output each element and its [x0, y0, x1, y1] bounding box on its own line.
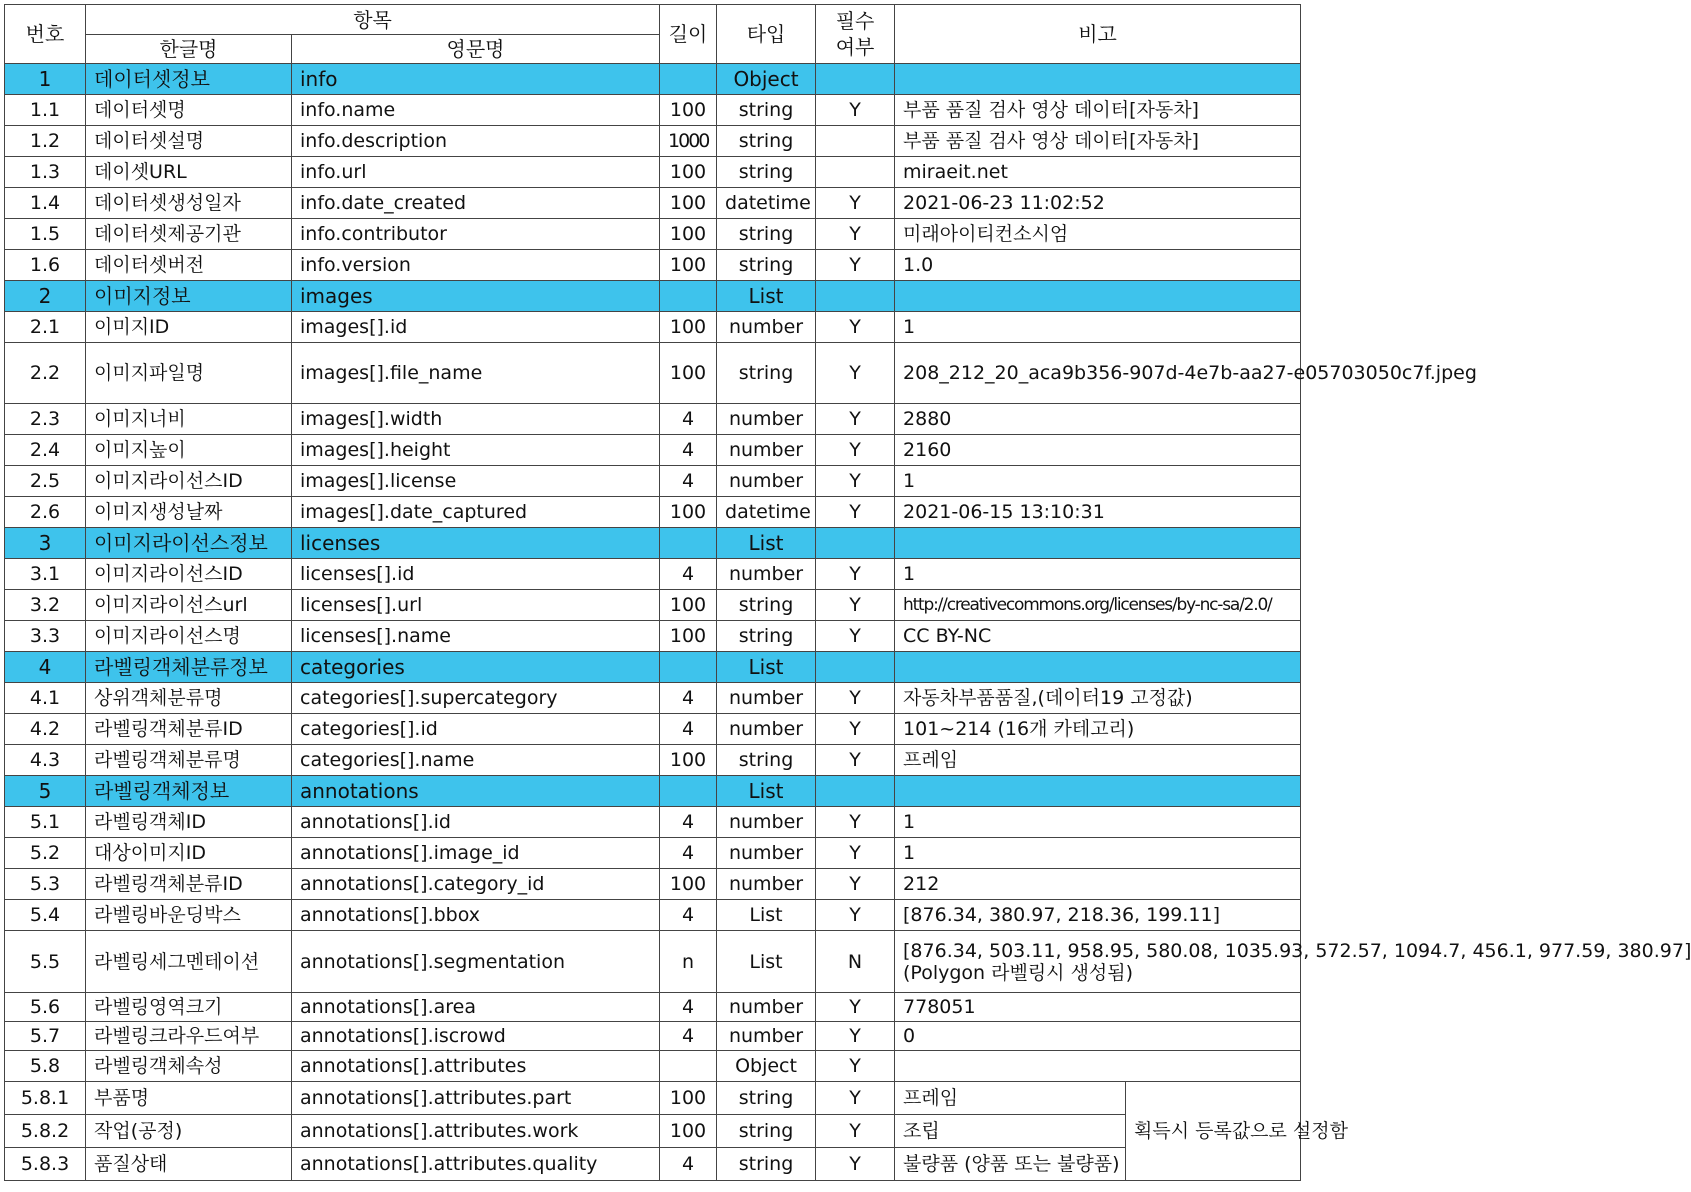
- cell-note: miraeit.net: [895, 157, 1301, 188]
- table-body: [5, 64, 1691, 1181]
- cell-type: number: [717, 807, 816, 838]
- cell-number: 3.3: [5, 621, 86, 652]
- cell-type: string: [717, 1148, 816, 1181]
- cell-english-name: licenses[].url: [292, 590, 660, 621]
- cell-english-name: info.version: [292, 250, 660, 281]
- table-row: [5, 404, 1301, 435]
- cell-note: 0: [895, 1022, 1301, 1051]
- section-row: [5, 281, 1301, 312]
- cell-type: string: [717, 621, 816, 652]
- cell-length: 100: [660, 250, 717, 281]
- cell-number: 2.4: [5, 435, 86, 466]
- cell-note: 1: [895, 838, 1301, 869]
- cell-english-name: licenses[].name: [292, 621, 660, 652]
- cell-english-name: annotations[].attributes.part: [292, 1082, 660, 1115]
- cell-number: 5.1: [5, 807, 86, 838]
- cell-number: 1.4: [5, 188, 86, 219]
- cell-required: [816, 64, 895, 95]
- cell-length: 1000: [660, 126, 717, 157]
- cell-korean-name: 이미지ID: [86, 312, 292, 343]
- cell-number: 2.3: [5, 404, 86, 435]
- cell-required: Y: [816, 590, 895, 621]
- cell-type: datetime: [717, 188, 816, 219]
- cell-length: n: [660, 931, 717, 993]
- cell-note: 부품 품질 검사 영상 데이터[자동차]: [895, 95, 1301, 126]
- cell-number: 5.8.1: [5, 1082, 86, 1115]
- cell-number: 4: [5, 652, 86, 683]
- cell-number: 5.6: [5, 993, 86, 1022]
- cell-required: Y: [816, 250, 895, 281]
- cell-korean-name: 라벨링바운딩박스: [86, 900, 292, 931]
- section-row: [5, 652, 1301, 683]
- cell-number: 1.2: [5, 126, 86, 157]
- cell-type: number: [717, 312, 816, 343]
- cell-note: 1: [895, 559, 1301, 590]
- cell-required: Y: [816, 435, 895, 466]
- cell-length: 100: [660, 590, 717, 621]
- header-length: 길이: [660, 5, 717, 64]
- cell-type: string: [717, 157, 816, 188]
- cell-number: 2.6: [5, 497, 86, 528]
- cell-type: number: [717, 404, 816, 435]
- cell-english-name: info.name: [292, 95, 660, 126]
- cell-number: 5.4: [5, 900, 86, 931]
- cell-note: 1: [895, 466, 1301, 497]
- cell-number: 4.2: [5, 714, 86, 745]
- cell-type: number: [717, 869, 816, 900]
- cell-required: Y: [816, 714, 895, 745]
- cell-note: 2021-06-23 11:02:52: [895, 188, 1301, 219]
- cell-required: Y: [816, 188, 895, 219]
- cell-number: 5.7: [5, 1022, 86, 1051]
- cell-length: 4: [660, 900, 717, 931]
- cell-korean-name: 이미지라이선스ID: [86, 559, 292, 590]
- table-row: [5, 188, 1301, 219]
- table-row: [5, 312, 1301, 343]
- cell-length: 100: [660, 95, 717, 126]
- cell-type: string: [717, 745, 816, 776]
- cell-english-name: annotations[].bbox: [292, 900, 660, 931]
- cell-english-name: images[].height: [292, 435, 660, 466]
- cell-required: Y: [816, 807, 895, 838]
- cell-english-name: licenses: [292, 528, 660, 559]
- table-row: [5, 993, 1301, 1022]
- table-row: [5, 435, 1301, 466]
- cell-length: [660, 64, 717, 95]
- cell-english-name: images[].license: [292, 466, 660, 497]
- cell-number: 1.5: [5, 219, 86, 250]
- cell-korean-name: 라벨링영역크기: [86, 993, 292, 1022]
- table-row: [5, 497, 1301, 528]
- cell-required: Y: [816, 1115, 895, 1148]
- cell-required: N: [816, 931, 895, 993]
- cell-korean-name: 데이터셋정보: [86, 64, 292, 95]
- cell-number: 1.1: [5, 95, 86, 126]
- cell-number: 5.5: [5, 931, 86, 993]
- cell-required: Y: [816, 1148, 895, 1181]
- cell-required: Y: [816, 343, 895, 404]
- cell-length: 100: [660, 1115, 717, 1148]
- cell-length: [660, 1051, 717, 1082]
- cell-length: 100: [660, 1082, 717, 1115]
- cell-length: 4: [660, 559, 717, 590]
- cell-type: string: [717, 590, 816, 621]
- cell-korean-name: 이미지라이선스url: [86, 590, 292, 621]
- cell-required: [816, 776, 895, 807]
- cell-required: Y: [816, 900, 895, 931]
- cell-note: [895, 1051, 1301, 1082]
- cell-note: [895, 528, 1301, 559]
- cell-type: string: [717, 250, 816, 281]
- cell-length: 4: [660, 1022, 717, 1051]
- cell-english-name: annotations[].image_id: [292, 838, 660, 869]
- cell-type: List: [717, 652, 816, 683]
- cell-required: Y: [816, 683, 895, 714]
- cell-length: 100: [660, 312, 717, 343]
- cell-number: 5.8: [5, 1051, 86, 1082]
- cell-english-name: annotations[].attributes: [292, 1051, 660, 1082]
- cell-korean-name: 라벨링세그멘테이션: [86, 931, 292, 993]
- table-row: [5, 157, 1301, 188]
- cell-korean-name: 데이터셋제공기관: [86, 219, 292, 250]
- table-row: [5, 1082, 1301, 1115]
- table-row: [5, 900, 1301, 931]
- cell-korean-name: 이미지파일명: [86, 343, 292, 404]
- cell-type: List: [717, 900, 816, 931]
- cell-number: 1.3: [5, 157, 86, 188]
- cell-note: [895, 931, 1691, 993]
- cell-korean-name: 이미지생성날짜: [86, 497, 292, 528]
- cell-number: 2: [5, 281, 86, 312]
- cell-korean-name: 라벨링객체분류ID: [86, 869, 292, 900]
- cell-note: http://creativecommons.org/licenses/by-nc-sa/2.0/: [895, 590, 1301, 621]
- cell-english-name: info.contributor: [292, 219, 660, 250]
- header-korean-name: 한글명: [86, 35, 292, 64]
- section-row: [5, 528, 1301, 559]
- cell-number: 1.6: [5, 250, 86, 281]
- cell-length: 4: [660, 466, 717, 497]
- table-row: [5, 745, 1301, 776]
- cell-number: 5.3: [5, 869, 86, 900]
- cell-english-name: licenses[].id: [292, 559, 660, 590]
- cell-length: 100: [660, 745, 717, 776]
- cell-note: 2021-06-15 13:10:31: [895, 497, 1301, 528]
- cell-type: string: [717, 343, 816, 404]
- cell-required: Y: [816, 404, 895, 435]
- cell-length: [660, 528, 717, 559]
- cell-note: [895, 652, 1301, 683]
- cell-type: List: [717, 528, 816, 559]
- cell-type: List: [717, 776, 816, 807]
- header-note: 비고: [895, 5, 1301, 64]
- cell-number: 1: [5, 64, 86, 95]
- cell-number: 3.2: [5, 590, 86, 621]
- cell-korean-name: 라벨링객체속성: [86, 1051, 292, 1082]
- cell-length: 4: [660, 1148, 717, 1181]
- cell-length: 4: [660, 683, 717, 714]
- cell-required: [816, 157, 895, 188]
- cell-korean-name: 이미지라이선스정보: [86, 528, 292, 559]
- cell-english-name: images: [292, 281, 660, 312]
- cell-length: 4: [660, 714, 717, 745]
- cell-number: 5.8.2: [5, 1115, 86, 1148]
- cell-korean-name: 데이셋URL: [86, 157, 292, 188]
- cell-required: Y: [816, 1082, 895, 1115]
- cell-note: 자동차부품품질,(데이터19 고정값): [895, 683, 1301, 714]
- cell-type: datetime: [717, 497, 816, 528]
- cell-length: 100: [660, 343, 717, 404]
- cell-required: [816, 652, 895, 683]
- cell-english-name: info: [292, 64, 660, 95]
- cell-note: 프레임: [895, 1082, 1126, 1115]
- cell-note: 프레임: [895, 745, 1301, 776]
- cell-english-name: annotations[].attributes.quality: [292, 1148, 660, 1181]
- cell-korean-name: 이미지라이선스명: [86, 621, 292, 652]
- table-row: [5, 466, 1301, 497]
- cell-type: string: [717, 219, 816, 250]
- cell-required: Y: [816, 745, 895, 776]
- cell-required: Y: [816, 1022, 895, 1051]
- table-row: [5, 683, 1301, 714]
- cell-number: 2.5: [5, 466, 86, 497]
- cell-required: Y: [816, 312, 895, 343]
- cell-english-name: categories: [292, 652, 660, 683]
- cell-required: Y: [816, 219, 895, 250]
- cell-english-name: annotations: [292, 776, 660, 807]
- cell-note: 1.0: [895, 250, 1301, 281]
- cell-english-name: images[].id: [292, 312, 660, 343]
- cell-type: number: [717, 559, 816, 590]
- cell-note: [895, 776, 1301, 807]
- cell-required: [816, 126, 895, 157]
- cell-type: string: [717, 1115, 816, 1148]
- section-row: [5, 776, 1301, 807]
- cell-length: 100: [660, 497, 717, 528]
- cell-required: Y: [816, 497, 895, 528]
- cell-note: 불량품 (양품 또는 불량품): [895, 1148, 1126, 1181]
- cell-type: number: [717, 838, 816, 869]
- cell-korean-name: 라벨링객체분류ID: [86, 714, 292, 745]
- cell-english-name: images[].file_name: [292, 343, 660, 404]
- cell-english-name: info.description: [292, 126, 660, 157]
- cell-english-name: categories[].id: [292, 714, 660, 745]
- section-row: [5, 64, 1301, 95]
- cell-korean-name: 라벨링객체ID: [86, 807, 292, 838]
- table-row: [5, 621, 1301, 652]
- header-no: 번호: [5, 5, 86, 64]
- cell-english-name: annotations[].iscrowd: [292, 1022, 660, 1051]
- cell-note: 부품 품질 검사 영상 데이터[자동차]: [895, 126, 1301, 157]
- segmentation-values: [876.34, 503.11, 958.95, 580.08, 1035.93, 572.57, 1094.7, 456.1, 977.59, 380.97]: [903, 939, 1691, 962]
- cell-type: number: [717, 714, 816, 745]
- table-row: [5, 250, 1301, 281]
- cell-korean-name: 이미지너비: [86, 404, 292, 435]
- data-spec-table: [4, 4, 1691, 1181]
- cell-note: 212: [895, 869, 1301, 900]
- cell-type: List: [717, 281, 816, 312]
- cell-type: string: [717, 1082, 816, 1115]
- cell-korean-name: 데이터셋명: [86, 95, 292, 126]
- cell-number: 5: [5, 776, 86, 807]
- cell-note: [895, 281, 1301, 312]
- cell-length: 100: [660, 157, 717, 188]
- cell-type: number: [717, 1022, 816, 1051]
- cell-required: Y: [816, 838, 895, 869]
- cell-type: Object: [717, 1051, 816, 1082]
- cell-korean-name: 라벨링객체분류명: [86, 745, 292, 776]
- cell-number: 4.1: [5, 683, 86, 714]
- cell-note: 101~214 (16개 카테고리): [895, 714, 1301, 745]
- table-row: [5, 1148, 1301, 1181]
- table-row: [5, 559, 1301, 590]
- cell-number: 2.2: [5, 343, 86, 404]
- cell-number: 2.1: [5, 312, 86, 343]
- cell-length: 4: [660, 807, 717, 838]
- cell-length: [660, 281, 717, 312]
- cell-english-name: annotations[].segmentation: [292, 931, 660, 993]
- cell-length: 4: [660, 404, 717, 435]
- cell-note: [876.34, 380.97, 218.36, 199.11]: [895, 900, 1301, 931]
- cell-length: 4: [660, 838, 717, 869]
- cell-required: Y: [816, 1051, 895, 1082]
- cell-required: [816, 528, 895, 559]
- cell-required: Y: [816, 869, 895, 900]
- cell-korean-name: 품질상태: [86, 1148, 292, 1181]
- cell-korean-name: 이미지정보: [86, 281, 292, 312]
- table-row: [5, 807, 1301, 838]
- cell-note: 778051: [895, 993, 1301, 1022]
- cell-korean-name: 라벨링객체분류정보: [86, 652, 292, 683]
- table-row: [5, 126, 1301, 157]
- table-row: [5, 95, 1301, 126]
- cell-english-name: annotations[].category_id: [292, 869, 660, 900]
- cell-korean-name: 대상이미지ID: [86, 838, 292, 869]
- cell-english-name: annotations[].area: [292, 993, 660, 1022]
- table-row: [5, 590, 1301, 621]
- cell-note: CC BY-NC: [895, 621, 1301, 652]
- cell-type: number: [717, 466, 816, 497]
- cell-note: 조립: [895, 1115, 1126, 1148]
- table-row: [5, 714, 1301, 745]
- cell-english-name: categories[].name: [292, 745, 660, 776]
- cell-number: 3.1: [5, 559, 86, 590]
- cell-korean-name: 라벨링크라우드여부: [86, 1022, 292, 1051]
- cell-korean-name: 부품명: [86, 1082, 292, 1115]
- cell-number: 3: [5, 528, 86, 559]
- cell-english-name: images[].date_captured: [292, 497, 660, 528]
- cell-number: 4.3: [5, 745, 86, 776]
- cell-english-name: info.date_created: [292, 188, 660, 219]
- header-english-name: 영문명: [292, 35, 660, 64]
- cell-length: 100: [660, 621, 717, 652]
- cell-required: Y: [816, 993, 895, 1022]
- table-row: [5, 869, 1301, 900]
- cell-length: 4: [660, 435, 717, 466]
- header-required: [816, 5, 895, 64]
- cell-type: number: [717, 435, 816, 466]
- cell-korean-name: 데이터셋버전: [86, 250, 292, 281]
- cell-english-name: categories[].supercategory: [292, 683, 660, 714]
- cell-length: 100: [660, 869, 717, 900]
- table-row: [5, 838, 1301, 869]
- table-row: [5, 931, 1301, 993]
- cell-type: List: [717, 931, 816, 993]
- cell-length: [660, 652, 717, 683]
- cell-note: 2880: [895, 404, 1301, 435]
- cell-required: Y: [816, 621, 895, 652]
- cell-note: 1: [895, 807, 1301, 838]
- cell-korean-name: 라벨링객체정보: [86, 776, 292, 807]
- header-type: 타입: [717, 5, 816, 64]
- header-required-line2: 여부: [835, 35, 875, 59]
- cell-english-name: images[].width: [292, 404, 660, 435]
- cell-note: 미래아이티컨소시엄: [895, 219, 1301, 250]
- table-row: [5, 219, 1301, 250]
- cell-english-name: annotations[].attributes.work: [292, 1115, 660, 1148]
- cell-english-name: annotations[].id: [292, 807, 660, 838]
- cell-korean-name: 이미지라이선스ID: [86, 466, 292, 497]
- cell-korean-name: 작업(공정): [86, 1115, 292, 1148]
- header-required-line1: 필수: [835, 9, 875, 33]
- cell-required: Y: [816, 559, 895, 590]
- cell-korean-name: 상위객체분류명: [86, 683, 292, 714]
- cell-korean-name: 데이터셋생성일자: [86, 188, 292, 219]
- cell-length: 100: [660, 219, 717, 250]
- cell-length: 100: [660, 188, 717, 219]
- cell-length: 4: [660, 993, 717, 1022]
- cell-korean-name: 데이터셋설명: [86, 126, 292, 157]
- table-row: [5, 1115, 1301, 1148]
- cell-note: [895, 64, 1301, 95]
- cell-english-name: info.url: [292, 157, 660, 188]
- cell-type: Object: [717, 64, 816, 95]
- cell-note: 1: [895, 312, 1301, 343]
- table-row: [5, 1022, 1301, 1051]
- cell-required: [816, 281, 895, 312]
- cell-number: 5.2: [5, 838, 86, 869]
- cell-number: 5.8.3: [5, 1148, 86, 1181]
- cell-length: [660, 776, 717, 807]
- cell-note: 2160: [895, 435, 1301, 466]
- cell-required: Y: [816, 95, 895, 126]
- table-row: [5, 343, 1301, 404]
- table-header: [5, 5, 1301, 64]
- cell-acquisition-note: 획득시 등록값으로 설정함: [1126, 1082, 1301, 1181]
- cell-required: Y: [816, 466, 895, 497]
- table-row: [5, 1051, 1301, 1082]
- cell-type: number: [717, 993, 816, 1022]
- cell-type: string: [717, 126, 816, 157]
- segmentation-remark: (Polygon 라벨링시 생성됨): [903, 961, 1134, 984]
- cell-type: number: [717, 683, 816, 714]
- header-item: 항목: [86, 5, 660, 35]
- cell-korean-name: 이미지높이: [86, 435, 292, 466]
- cell-note: 208_212_20_aca9b356-907d-4e7b-aa27-e05703050c7f.jpeg: [895, 343, 1301, 404]
- cell-type: string: [717, 95, 816, 126]
